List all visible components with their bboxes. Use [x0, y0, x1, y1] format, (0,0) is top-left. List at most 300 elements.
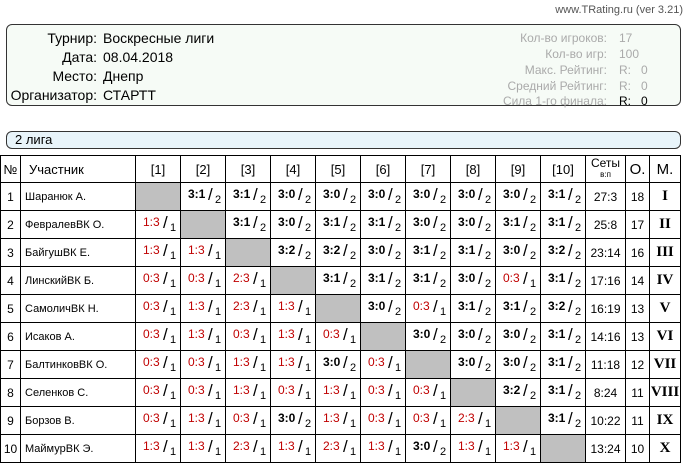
- score-text: 1:3: [503, 439, 520, 453]
- match-score-cell: [361, 351, 406, 379]
- score-slash: /: [298, 213, 303, 232]
- loss-score: [183, 407, 223, 431]
- match-score-cell: [316, 351, 361, 379]
- score-slash: /: [568, 213, 573, 232]
- score-text: 0:3: [188, 383, 205, 397]
- score-points: 2: [305, 418, 312, 430]
- score-slash: /: [568, 381, 573, 400]
- header-col-8: [8]: [451, 156, 496, 183]
- self-cell: [406, 351, 451, 379]
- score-text: 3:0: [458, 271, 476, 285]
- score-slash: /: [208, 325, 213, 344]
- score-points: 2: [260, 194, 267, 206]
- loss-score: [183, 379, 223, 403]
- score-slash: /: [163, 269, 168, 288]
- score-points: 2: [440, 194, 447, 206]
- score-slash: /: [253, 353, 258, 372]
- score-text: 2:3: [323, 439, 340, 453]
- score-text: 3:0: [458, 187, 476, 201]
- score-points: 1: [215, 250, 222, 262]
- win-score: [453, 323, 493, 347]
- score-slash: /: [343, 185, 348, 204]
- score-points: 2: [485, 278, 492, 290]
- score-text: 0:3: [233, 327, 250, 341]
- score-slash: /: [208, 409, 213, 428]
- score-points: 1: [395, 418, 402, 430]
- match-score-cell: [271, 351, 316, 379]
- win-score: [318, 239, 358, 263]
- win-score: [228, 211, 268, 235]
- loss-score: [318, 407, 358, 431]
- score-points: 1: [395, 446, 402, 458]
- header-col-10: [10]: [541, 156, 586, 183]
- loss-score: [273, 295, 313, 319]
- score-text: 1:3: [278, 327, 295, 341]
- score-text: 1:3: [458, 439, 475, 453]
- score-slash: /: [568, 269, 573, 288]
- score-points: 2: [350, 362, 357, 374]
- score-text: 1:3: [278, 355, 295, 369]
- score-slash: /: [208, 437, 213, 456]
- score-slash: /: [388, 353, 393, 372]
- participant-name: Исаков А.: [21, 323, 136, 351]
- points-value: 13: [626, 295, 650, 323]
- match-score-cell: [226, 379, 271, 407]
- place-value: IV: [650, 267, 681, 295]
- header-num: №: [1, 156, 21, 183]
- win-score: [408, 211, 448, 235]
- match-score-cell: [496, 435, 541, 463]
- score-slash: /: [343, 437, 348, 456]
- match-score-cell: [406, 323, 451, 351]
- score-points: 2: [485, 334, 492, 346]
- match-score-cell: [496, 211, 541, 239]
- score-points: 2: [440, 222, 447, 234]
- loss-score: [273, 379, 313, 403]
- score-slash: /: [208, 381, 213, 400]
- table-row: [1, 267, 681, 295]
- score-text: 0:3: [368, 411, 385, 425]
- score-points: 2: [305, 250, 312, 262]
- score-slash: /: [343, 269, 348, 288]
- score-slash: /: [568, 297, 573, 316]
- score-points: 2: [530, 222, 537, 234]
- match-score-cell: [181, 407, 226, 435]
- score-slash: /: [388, 297, 393, 316]
- score-slash: /: [208, 185, 213, 204]
- loss-score: [228, 351, 268, 375]
- score-text: 3:0: [323, 355, 341, 369]
- score-text: 1:3: [278, 299, 295, 313]
- self-cell: [226, 239, 271, 267]
- score-points: 1: [395, 362, 402, 374]
- match-score-cell: [136, 323, 181, 351]
- score-text: 1:3: [233, 383, 250, 397]
- match-score-cell: [496, 323, 541, 351]
- loss-score: [138, 267, 178, 291]
- table-row: [1, 407, 681, 435]
- score-text: 2:3: [458, 411, 475, 425]
- score-points: 1: [305, 390, 312, 402]
- participant-name: ФевралевВК О.: [21, 211, 136, 239]
- score-slash: /: [343, 241, 348, 260]
- score-slash: /: [478, 409, 483, 428]
- table-row: [1, 211, 681, 239]
- sets-value: 10:22: [586, 407, 626, 435]
- match-score-cell: [451, 323, 496, 351]
- score-points: 1: [485, 446, 492, 458]
- match-score-cell: [451, 183, 496, 211]
- score-points: 1: [170, 278, 177, 290]
- match-score-cell: [361, 379, 406, 407]
- score-points: 1: [350, 334, 357, 346]
- score-points: 1: [170, 390, 177, 402]
- score-slash: /: [568, 325, 573, 344]
- score-text: 3:0: [278, 215, 296, 229]
- score-text: 3:1: [233, 187, 251, 201]
- score-points: 2: [395, 306, 402, 318]
- match-score-cell: [406, 239, 451, 267]
- win-score: [318, 267, 358, 291]
- match-score-cell: [361, 295, 406, 323]
- header-col-6: [6]: [361, 156, 406, 183]
- points-value: 11: [626, 407, 650, 435]
- table-header-row: [1, 156, 681, 183]
- score-slash: /: [478, 297, 483, 316]
- score-text: 0:3: [143, 355, 160, 369]
- loss-score: [273, 351, 313, 375]
- score-slash: /: [523, 325, 528, 344]
- loss-score: [363, 407, 403, 431]
- match-score-cell: [541, 239, 586, 267]
- score-text: 3:1: [368, 215, 386, 229]
- match-score-cell: [406, 183, 451, 211]
- score-slash: /: [478, 241, 483, 260]
- row-number: 4: [1, 267, 21, 295]
- score-text: 1:3: [143, 243, 160, 257]
- row-number: 10: [1, 435, 21, 463]
- self-cell: [271, 267, 316, 295]
- match-score-cell: [181, 435, 226, 463]
- score-points: 1: [440, 390, 447, 402]
- score-points: 1: [215, 278, 222, 290]
- loss-score: [363, 379, 403, 403]
- score-text: 3:0: [413, 215, 431, 229]
- score-text: 3:1: [323, 271, 341, 285]
- games-value: 100: [619, 47, 640, 61]
- loss-score: [183, 239, 223, 263]
- match-score-cell: [181, 267, 226, 295]
- score-text: 3:1: [323, 215, 341, 229]
- score-points: 1: [440, 306, 447, 318]
- score-points: 1: [215, 390, 222, 402]
- score-text: 0:3: [143, 327, 160, 341]
- win-score: [363, 183, 403, 207]
- score-points: 2: [575, 278, 582, 290]
- score-text: 3:1: [503, 299, 521, 313]
- score-points: 2: [350, 278, 357, 290]
- loss-score: [498, 267, 538, 291]
- match-score-cell: [271, 211, 316, 239]
- score-slash: /: [478, 325, 483, 344]
- win-score: [498, 295, 538, 319]
- match-score-cell: [451, 211, 496, 239]
- match-score-cell: [541, 267, 586, 295]
- loss-score: [138, 239, 178, 263]
- results-table: [0, 155, 681, 463]
- score-text: 3:1: [548, 327, 566, 341]
- score-text: 2:3: [233, 439, 250, 453]
- score-points: 1: [530, 278, 537, 290]
- score-points: 1: [215, 306, 222, 318]
- max-rating-label: Макс. Рейтинг:: [524, 63, 607, 77]
- win-score: [453, 267, 493, 291]
- match-score-cell: [406, 407, 451, 435]
- score-slash: /: [388, 269, 393, 288]
- score-text: 3:0: [503, 187, 521, 201]
- header-col-4: [4]: [271, 156, 316, 183]
- score-slash: /: [523, 185, 528, 204]
- score-slash: /: [163, 325, 168, 344]
- sets-value: 27:3: [586, 183, 626, 211]
- header-col-7: [7]: [406, 156, 451, 183]
- games-label: Кол-во игр:: [545, 47, 607, 61]
- win-score: [273, 211, 313, 235]
- score-text: 1:3: [188, 411, 205, 425]
- score-points: 1: [485, 418, 492, 430]
- loss-score: [408, 407, 448, 431]
- loss-score: [183, 435, 223, 459]
- sets-value: 14:16: [586, 323, 626, 351]
- score-slash: /: [478, 353, 483, 372]
- match-score-cell: [451, 239, 496, 267]
- score-slash: /: [478, 213, 483, 232]
- points-value: 14: [626, 267, 650, 295]
- win-score: [543, 211, 583, 235]
- place-value: VI: [650, 323, 681, 351]
- match-score-cell: [316, 435, 361, 463]
- loss-score: [183, 351, 223, 375]
- score-points: 1: [260, 418, 267, 430]
- points-value: 12: [626, 351, 650, 379]
- header-col-1: [1]: [136, 156, 181, 183]
- score-slash: /: [433, 325, 438, 344]
- win-score: [408, 323, 448, 347]
- win-score: [363, 211, 403, 235]
- score-text: 3:1: [548, 383, 566, 397]
- organizer-label: Организатор:: [10, 87, 97, 103]
- score-text: 1:3: [143, 215, 160, 229]
- sets-value: 8:24: [586, 379, 626, 407]
- place-value: I: [650, 183, 681, 211]
- score-points: 1: [530, 446, 537, 458]
- match-score-cell: [226, 435, 271, 463]
- score-points: 1: [305, 306, 312, 318]
- score-slash: /: [523, 241, 528, 260]
- score-text: 0:3: [188, 355, 205, 369]
- match-score-cell: [406, 211, 451, 239]
- score-points: 1: [305, 334, 312, 346]
- score-text: 3:1: [413, 243, 431, 257]
- loss-score: [138, 407, 178, 431]
- score-text: 3:2: [503, 383, 521, 397]
- match-score-cell: [361, 239, 406, 267]
- win-score: [498, 323, 538, 347]
- score-slash: /: [163, 297, 168, 316]
- table-row: [1, 323, 681, 351]
- score-points: 1: [215, 446, 222, 458]
- match-score-cell: [451, 435, 496, 463]
- place-value: II: [650, 211, 681, 239]
- self-cell: [451, 379, 496, 407]
- score-text: 0:3: [188, 271, 205, 285]
- win-score: [543, 351, 583, 375]
- match-score-cell: [541, 379, 586, 407]
- score-points: 1: [170, 222, 177, 234]
- score-points: 1: [350, 446, 357, 458]
- loss-score: [228, 267, 268, 291]
- score-slash: /: [523, 381, 528, 400]
- score-text: 3:1: [458, 243, 476, 257]
- win-score: [543, 295, 583, 319]
- match-score-cell: [541, 211, 586, 239]
- sets-value: 11:18: [586, 351, 626, 379]
- score-points: 2: [485, 222, 492, 234]
- match-score-cell: [226, 211, 271, 239]
- score-slash: /: [163, 241, 168, 260]
- win-score: [543, 407, 583, 431]
- score-text: 3:1: [548, 215, 566, 229]
- score-slash: /: [343, 325, 348, 344]
- final-strength-value: R: 0: [619, 94, 648, 108]
- win-score: [453, 183, 493, 207]
- players-value: 17: [619, 31, 633, 45]
- match-score-cell: [496, 379, 541, 407]
- loss-score: [138, 435, 178, 459]
- match-score-cell: [136, 267, 181, 295]
- score-points: 2: [530, 194, 537, 206]
- score-points: 2: [305, 194, 312, 206]
- score-points: 2: [350, 250, 357, 262]
- score-slash: /: [208, 353, 213, 372]
- score-slash: /: [298, 409, 303, 428]
- score-text: 3:1: [548, 411, 566, 425]
- match-score-cell: [406, 295, 451, 323]
- score-slash: /: [568, 185, 573, 204]
- win-score: [498, 379, 538, 403]
- sets-label: Сеты: [590, 156, 621, 170]
- header-sets: [586, 156, 626, 183]
- score-text: 1:3: [188, 327, 205, 341]
- score-slash: /: [523, 213, 528, 232]
- win-score: [408, 239, 448, 263]
- match-score-cell: [271, 435, 316, 463]
- score-slash: /: [298, 185, 303, 204]
- match-score-cell: [361, 407, 406, 435]
- score-slash: /: [253, 409, 258, 428]
- win-score: [318, 211, 358, 235]
- score-points: 1: [215, 362, 222, 374]
- match-score-cell: [451, 267, 496, 295]
- score-slash: /: [298, 297, 303, 316]
- version-text: www.TRating.ru (ver 3.21): [555, 4, 683, 16]
- score-text: 0:3: [143, 411, 160, 425]
- place-label: Место:: [52, 68, 97, 84]
- score-text: 1:3: [323, 383, 340, 397]
- score-text: 3:0: [368, 243, 386, 257]
- win-score: [543, 267, 583, 291]
- win-score: [408, 435, 448, 459]
- score-text: 1:3: [188, 299, 205, 313]
- score-slash: /: [388, 213, 393, 232]
- score-slash: /: [523, 437, 528, 456]
- score-slash: /: [208, 269, 213, 288]
- place-value: X: [650, 435, 681, 463]
- score-points: 2: [485, 306, 492, 318]
- loss-score: [363, 435, 403, 459]
- loss-score: [408, 295, 448, 319]
- match-score-cell: [361, 435, 406, 463]
- loss-score: [318, 379, 358, 403]
- score-text: 3:0: [278, 187, 296, 201]
- win-score: [318, 351, 358, 375]
- score-text: 0:3: [368, 383, 385, 397]
- table-row: [1, 239, 681, 267]
- match-score-cell: [271, 295, 316, 323]
- win-score: [228, 183, 268, 207]
- match-score-cell: [361, 267, 406, 295]
- score-slash: /: [388, 437, 393, 456]
- score-slash: /: [433, 185, 438, 204]
- header-col-5: [5]: [316, 156, 361, 183]
- match-score-cell: [316, 323, 361, 351]
- row-number: 2: [1, 211, 21, 239]
- score-points: 1: [260, 306, 267, 318]
- loss-score: [363, 351, 403, 375]
- win-score: [453, 211, 493, 235]
- win-score: [453, 295, 493, 319]
- match-score-cell: [226, 295, 271, 323]
- score-slash: /: [253, 297, 258, 316]
- tournament-label: Турнир:: [47, 30, 97, 46]
- score-slash: /: [568, 241, 573, 260]
- match-score-cell: [361, 211, 406, 239]
- score-points: 2: [395, 194, 402, 206]
- win-score: [453, 239, 493, 263]
- header-col-3: [3]: [226, 156, 271, 183]
- win-score: [498, 351, 538, 375]
- participant-name: СамоличВК Н.: [21, 295, 136, 323]
- score-text: 3:0: [368, 187, 386, 201]
- score-points: 1: [170, 362, 177, 374]
- match-score-cell: [271, 407, 316, 435]
- score-text: 2:3: [233, 271, 250, 285]
- self-cell: [181, 211, 226, 239]
- tournament-value: Воскресные лиги: [103, 30, 215, 46]
- score-text: 3:1: [233, 215, 251, 229]
- score-points: 2: [350, 222, 357, 234]
- score-points: 1: [260, 390, 267, 402]
- score-slash: /: [388, 241, 393, 260]
- score-slash: /: [433, 381, 438, 400]
- score-points: 1: [305, 446, 312, 458]
- score-text: 0:3: [143, 383, 160, 397]
- loss-score: [318, 323, 358, 347]
- loss-score: [183, 323, 223, 347]
- score-text: 2:3: [233, 299, 250, 313]
- score-points: 2: [395, 250, 402, 262]
- score-points: 2: [260, 222, 267, 234]
